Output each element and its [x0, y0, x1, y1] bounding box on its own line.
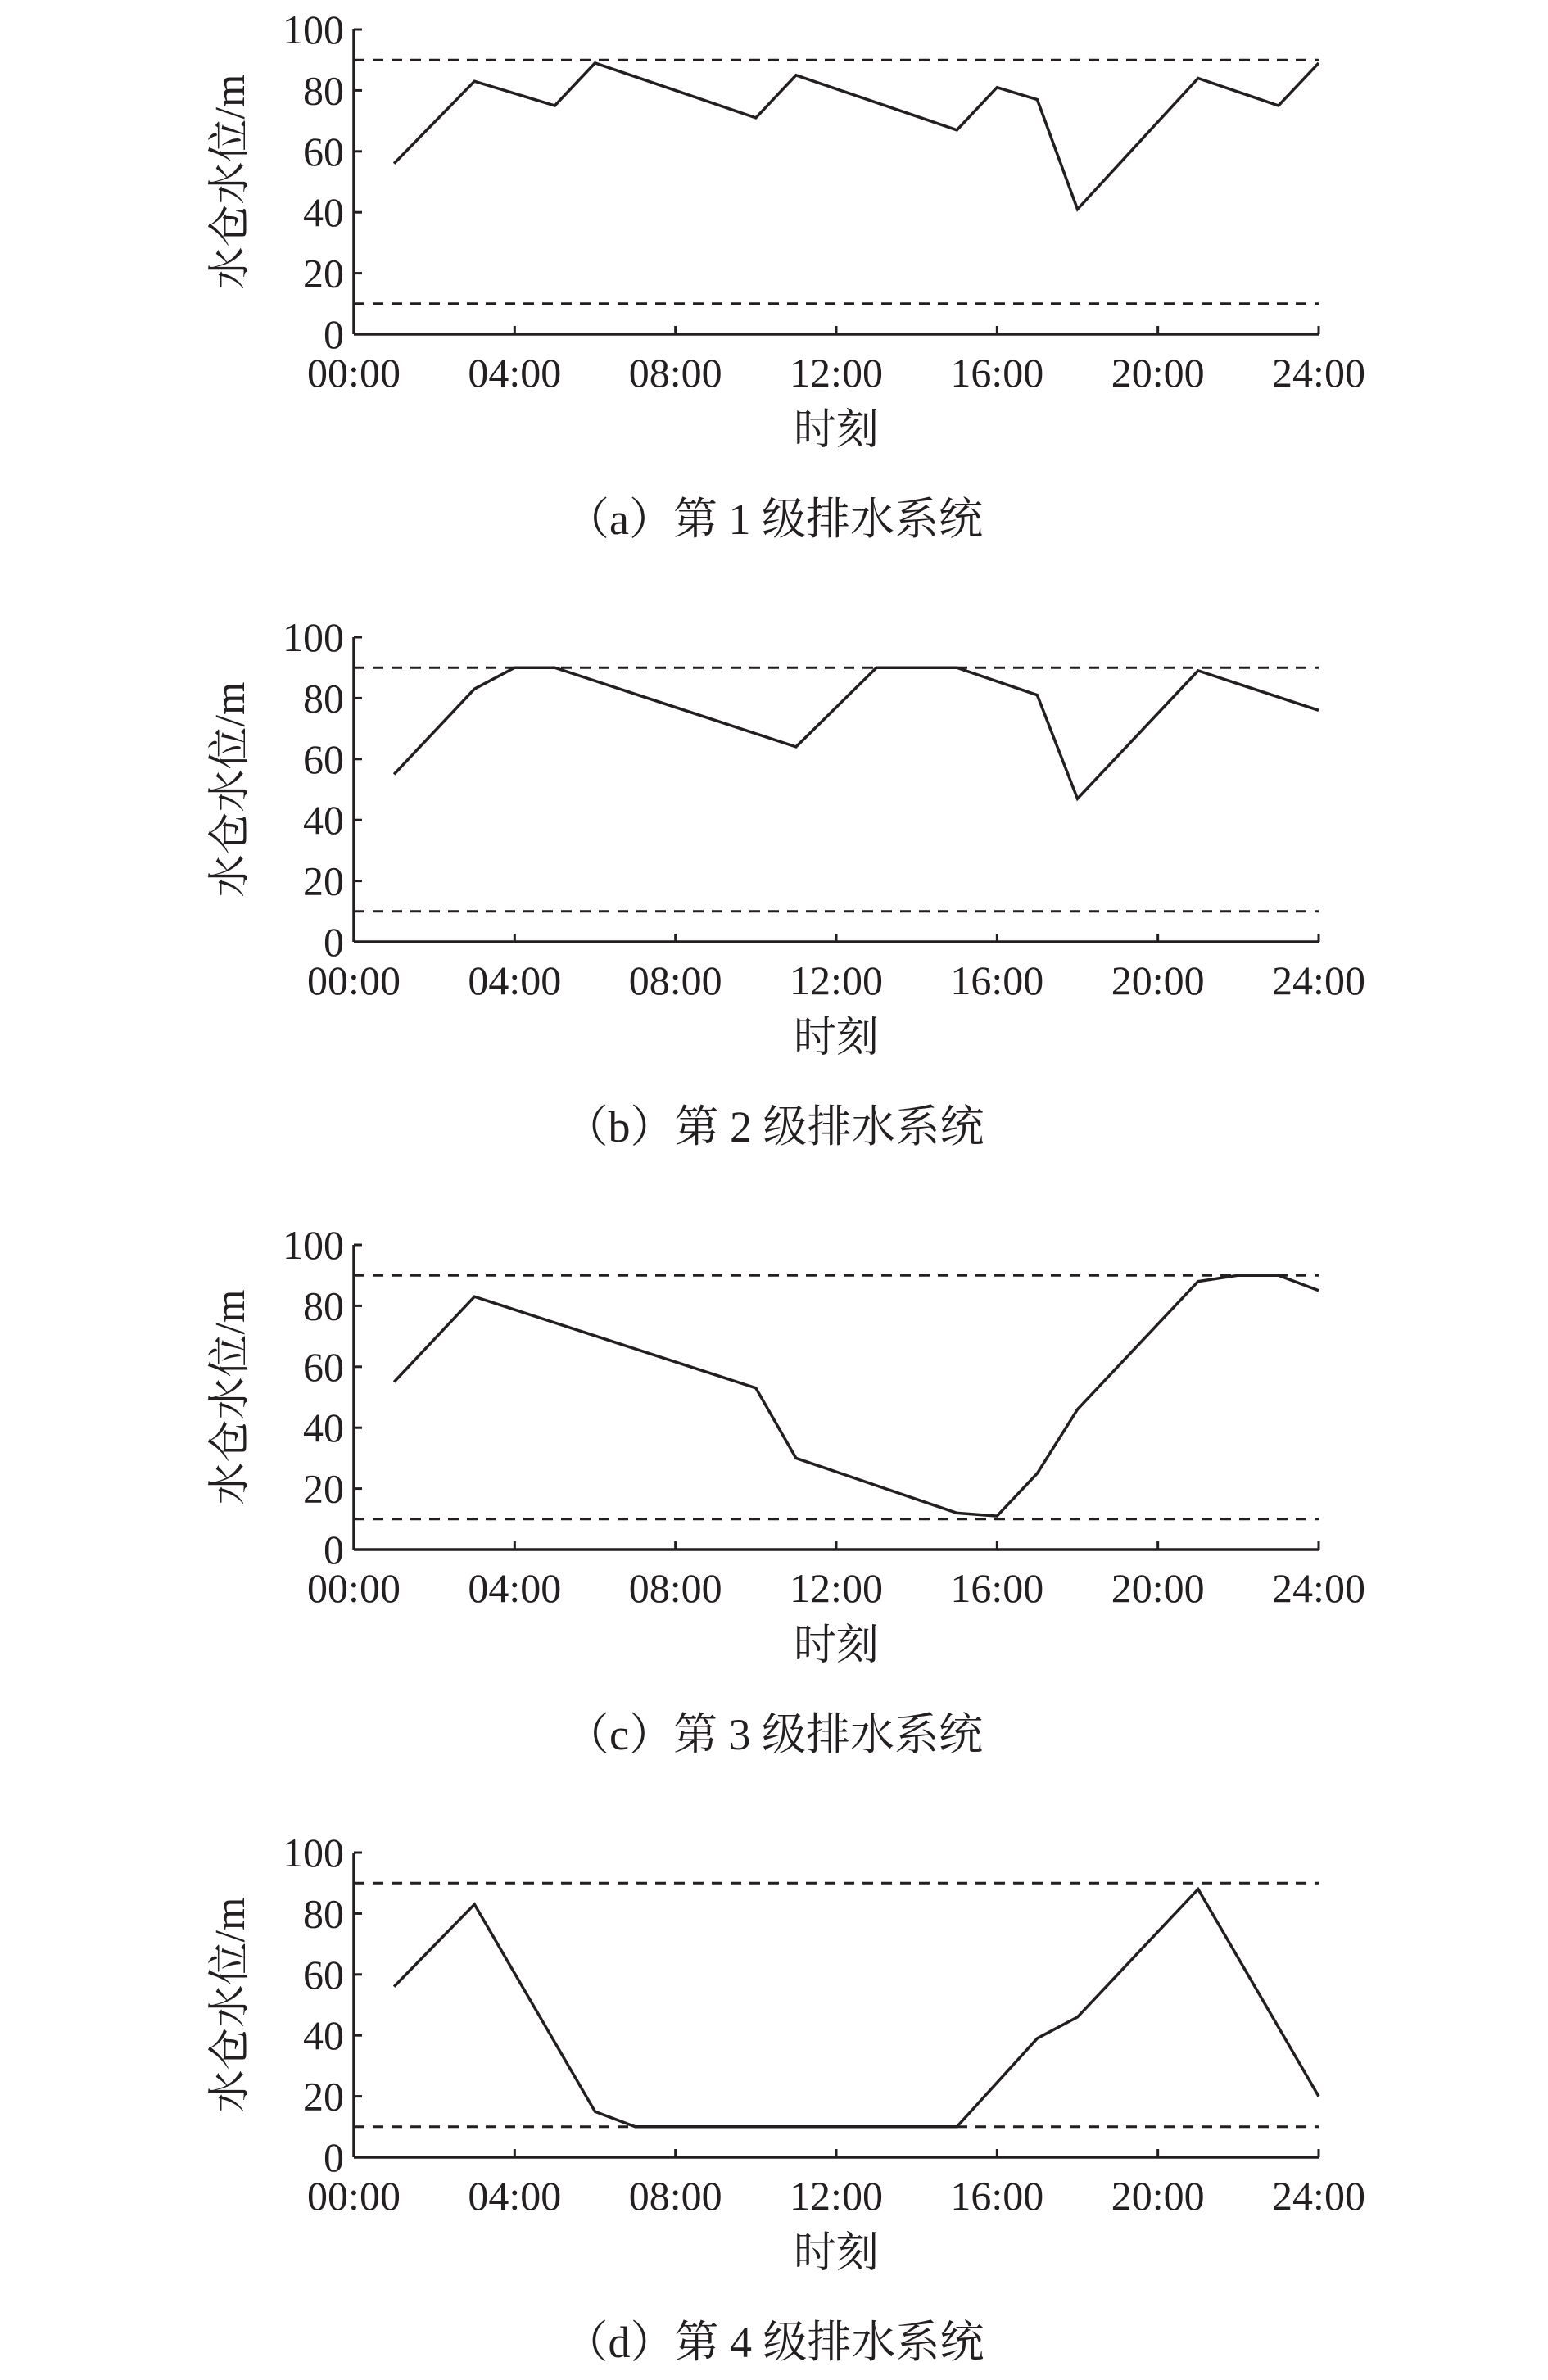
panel-c-x-tick-label: 04:00	[468, 1565, 562, 1611]
panel-a-y-tick-label: 20	[303, 250, 344, 296]
panel-a-x-tick-label: 12:00	[790, 350, 883, 396]
panel-b-caption: （b）第 2 级排水系统	[564, 1102, 984, 1152]
panel-b-x-tick-label: 04:00	[468, 957, 562, 1003]
panel-c-y-tick-label: 40	[303, 1405, 344, 1451]
panel-a	[207, 7, 1365, 544]
panel-a-y-tick-label: 100	[283, 7, 344, 52]
panel-d-x-tick-label: 20:00	[1111, 2173, 1205, 2219]
panel-b-y-tick-label: 80	[303, 675, 344, 722]
panel-a-y-tick-label: 40	[303, 189, 344, 236]
panel-c-x-axis-title: 时刻	[793, 1622, 880, 1669]
panel-b-x-tick-label: 08:00	[628, 957, 722, 1003]
panel-d-x-axis-title: 时刻	[793, 2230, 880, 2277]
panel-d-y-tick-label: 100	[283, 1830, 344, 1875]
panel-a-water-level-line	[394, 63, 1319, 210]
panel-d-x-tick-label: 00:00	[307, 2173, 401, 2219]
panel-c-caption: （c）第 3 级排水系统	[565, 1710, 983, 1759]
panel-b-x-tick-label: 00:00	[307, 957, 401, 1003]
panel-a-caption: （a）第 1 级排水系统	[565, 495, 983, 544]
panel-b-x-tick-label: 12:00	[790, 957, 883, 1003]
panel-a-x-tick-label: 08:00	[628, 350, 722, 396]
panel-b-x-tick-label: 24:00	[1272, 957, 1365, 1003]
panel-c-x-tick-label: 24:00	[1272, 1565, 1365, 1611]
panel-b-x-tick-label: 16:00	[950, 957, 1044, 1003]
panel-d-y-tick-label: 60	[303, 1951, 344, 1998]
panel-c-y-tick-label: 60	[303, 1343, 344, 1390]
panel-b-y-tick-label: 40	[303, 797, 344, 844]
panel-c-x-tick-label: 00:00	[307, 1565, 401, 1611]
panel-c-x-tick-label: 08:00	[628, 1565, 722, 1611]
panel-d-y-tick-label: 80	[303, 1890, 344, 1937]
panel-a-y-tick-label: 80	[303, 67, 344, 114]
panel-a-x-tick-label: 00:00	[307, 350, 401, 396]
panel-c-y-tick-label: 0	[324, 1527, 344, 1572]
panel-b	[207, 614, 1365, 1152]
panel-c-x-tick-label: 16:00	[950, 1565, 1044, 1611]
panel-c-y-tick-label: 20	[303, 1465, 344, 1512]
panel-c-x-tick-label: 12:00	[790, 1565, 883, 1611]
panel-a-x-tick-label: 16:00	[950, 350, 1044, 396]
panel-b-y-tick-label: 0	[324, 919, 344, 965]
panel-c-y-tick-label: 80	[303, 1283, 344, 1329]
panel-d-y-tick-label: 0	[324, 2134, 344, 2180]
panel-a-x-tick-label: 04:00	[468, 350, 562, 396]
panel-d-y-axis-title: 水仓水位/m	[207, 1897, 254, 2113]
panel-b-y-axis-title: 水仓水位/m	[207, 681, 254, 898]
panel-a-x-axis-title: 时刻	[793, 407, 880, 454]
panel-b-y-tick-label: 60	[303, 735, 344, 782]
panel-c-y-axis-title: 水仓水位/m	[207, 1289, 254, 1505]
panel-d	[207, 1830, 1365, 2367]
panel-a-y-tick-label: 0	[324, 311, 344, 357]
panel-b-x-tick-label: 20:00	[1111, 957, 1205, 1003]
panel-c-water-level-line	[394, 1275, 1319, 1516]
panel-d-x-tick-label: 04:00	[468, 2173, 562, 2219]
panel-a-x-tick-label: 24:00	[1272, 350, 1365, 396]
panel-d-caption: （d）第 4 级排水系统	[564, 2318, 984, 2367]
panel-c-y-tick-label: 100	[283, 1222, 344, 1268]
panel-c-x-tick-label: 20:00	[1111, 1565, 1205, 1611]
panel-d-x-tick-label: 24:00	[1272, 2173, 1365, 2219]
panel-d-x-tick-label: 16:00	[950, 2173, 1044, 2219]
panel-d-y-tick-label: 40	[303, 2012, 344, 2059]
panel-d-x-tick-label: 08:00	[628, 2173, 722, 2219]
panel-b-y-tick-label: 20	[303, 857, 344, 904]
panel-b-y-tick-label: 100	[283, 614, 344, 660]
panel-b-x-axis-title: 时刻	[793, 1015, 880, 1061]
panel-d-water-level-line	[394, 1889, 1319, 2127]
panel-d-y-tick-label: 20	[303, 2073, 344, 2120]
panel-a-y-tick-label: 60	[303, 128, 344, 174]
panel-b-water-level-line	[394, 667, 1319, 799]
panel-c	[207, 1222, 1365, 1759]
panel-a-x-tick-label: 20:00	[1111, 350, 1205, 396]
panel-d-x-tick-label: 12:00	[790, 2173, 883, 2219]
panel-a-y-axis-title: 水仓水位/m	[207, 74, 254, 290]
